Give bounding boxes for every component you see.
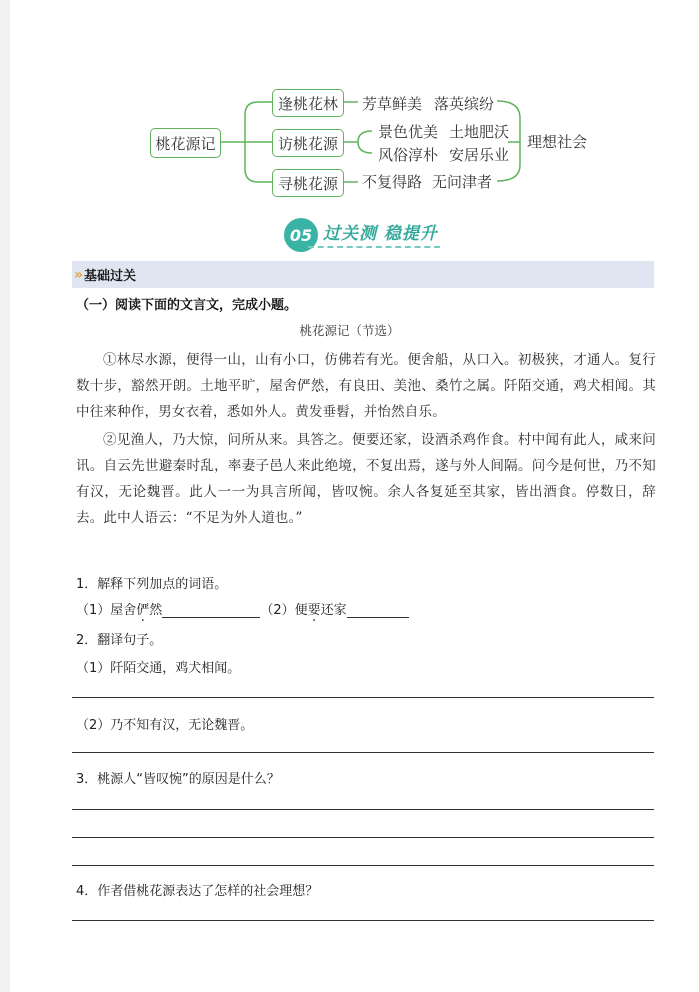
mindmap-detail: 芳草鲜美	[362, 95, 423, 113]
paragraph-text: ①林尽水源，便得一山，山有小口，仿佛若有光。便舍船，从口入。初极狭，才通人。复行数十步，豁然开朗。土地平旷，屋舍	[76, 352, 656, 394]
paragraph-text: 然，有良田、美池、桑竹之属。阡陌交通，鸡犬相闻。其中往来种作，男女衣着，悉如外人。黄发垂髫，并怡然自乐。	[76, 378, 657, 420]
mindmap-detail: 无问津者	[432, 173, 493, 191]
part-heading: （一）阅读下面的文言文，完成小题。	[76, 298, 298, 313]
dotted-char: 俨	[136, 603, 150, 618]
q1-item1-label-end: 然	[149, 603, 163, 618]
passage-paragraph-1	[76, 347, 656, 425]
mindmap-branch-1: 逢桃花林	[272, 89, 344, 117]
mindmap-detail: 不复得路	[362, 173, 423, 191]
dotted-char: 俨	[297, 378, 311, 394]
double-chevron-icon: »	[74, 266, 81, 283]
q1-item2-label-end: 还家	[320, 603, 347, 618]
mindmap-root: 桃花源记	[150, 128, 221, 158]
section-badge-title: 过关测 稳提升	[323, 224, 438, 244]
passage-title: 桃花源记（节选）	[299, 323, 400, 338]
q1-item2-label: （2）便	[260, 603, 308, 618]
question-2-item-2: （2）乃不知有汉，无论魏晋。	[76, 718, 254, 733]
answer-line[interactable]	[72, 809, 654, 810]
question-2-stem: 2．翻译句子。	[76, 633, 163, 648]
question-4-stem: 4．作者借桃花源表达了怎样的社会理想？	[76, 884, 319, 899]
answer-line[interactable]	[72, 865, 654, 866]
question-2-item-1: （1）阡陌交通，鸡犬相闻。	[76, 661, 241, 676]
q1-item1-label: （1）屋舍	[76, 603, 137, 618]
answer-line[interactable]	[72, 837, 654, 838]
mindmap-detail: 落英缤纷	[434, 95, 495, 113]
mindmap-conclusion: 理想社会	[527, 133, 588, 151]
mindmap-branch-2: 访桃花源	[272, 129, 344, 157]
mindmap-detail: 景色优美	[378, 123, 439, 141]
q1-item2-blank[interactable]	[347, 604, 409, 618]
section-label: 基础过关	[84, 269, 137, 284]
dotted-char: 要	[307, 603, 321, 618]
mindmap-connectors	[0, 0, 699, 200]
question-3-stem: 3．桃源人“皆叹惋”的原因是什么？	[76, 772, 280, 787]
mindmap-detail: 风俗淳朴	[378, 146, 439, 164]
answer-line[interactable]	[72, 697, 654, 698]
mindmap-branch-3: 寻桃花源	[272, 169, 344, 197]
badge-underline	[308, 246, 440, 248]
mindmap-detail: 安居乐业	[449, 146, 510, 164]
q1-item1-blank[interactable]	[162, 604, 260, 618]
question-1-stem: 1．解释下列加点的词语。	[76, 577, 228, 592]
passage-paragraph-2: ②见渔人，乃大惊，问所从来。具答之。便要还家，设酒杀鸡作食。村中闻有此人，咸来问讯。自云先世避秦时乱，率妻子邑人来此绝境，不复出焉，遂与外人间隔。问今是何世，乃不知有汉，无论魏晋。此人一一为具言所闻，皆叹惋。余人各复延至其家，皆出酒食。停数日，辞去。此中人语云：“不足为外人道也。”	[76, 432, 656, 526]
answer-line[interactable]	[72, 752, 654, 753]
question-1-items	[76, 599, 409, 618]
mindmap-detail: 土地肥沃	[449, 123, 510, 141]
section-header-bar	[72, 261, 654, 288]
section-number-badge: 05	[284, 218, 318, 252]
answer-line[interactable]	[72, 920, 654, 921]
